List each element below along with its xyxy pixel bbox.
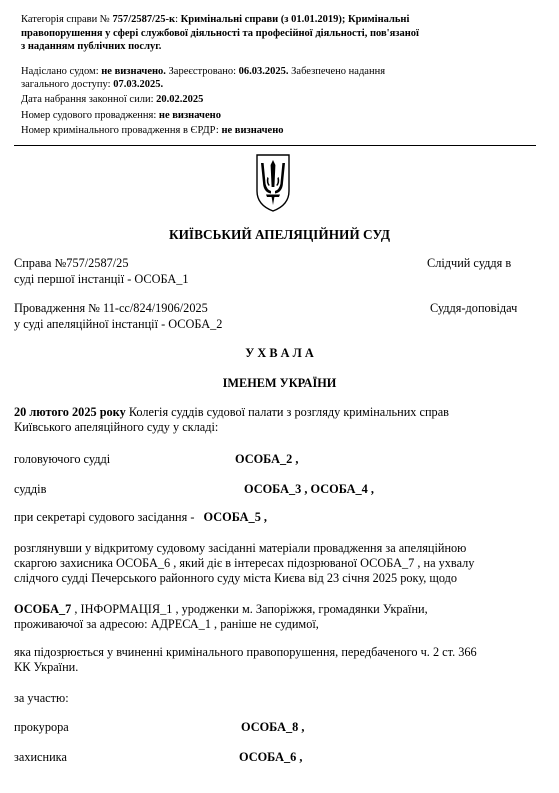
intro-line2: Київського апеляційного суду у складі: [14,420,219,434]
presiding-value: ОСОБА_2 , [235,452,299,466]
participation-label: за участю: [14,691,69,705]
court-proceeding-label: Номер судового провадження: [21,110,159,121]
prosecutor-value: ОСОБА_8 , [241,720,305,734]
secretary-value: ОСОБА_5 , [203,510,267,524]
effective-date-row [21,93,203,106]
suspect-line1: яка підозрюється у вчиненні кримінального правопорушення, передбаченого ч. 2 ст. 366 [14,645,477,659]
person-name: ОСОБА_7 [14,602,72,616]
category-case-number: 757/2587/25-к [112,14,176,25]
category-line2: правопорушення у сфері службової діяльності та професійної діяльності, пов'язаної [21,28,419,39]
registered-label: Зареєстровано: [165,66,239,77]
defender-value: ОСОБА_6 , [239,750,303,764]
category-colon: : [175,14,181,25]
criminal-proceeding-label: Номер кримінального провадження в ЄРДР: [21,125,222,136]
provided-label: Забезпечено надання [288,66,386,77]
general-access-value: 07.03.2025. [113,79,164,90]
ruling-title: У Х В А Л А [245,346,314,360]
consider-line1: розглянувши у відкритому судовому засіданні матеріали провадження за апеляційною [14,541,467,555]
case-number: Справа №757/2587/25 [14,256,129,270]
category-line1: Кримінальні справи (з 01.01.2019); Кримінальні [180,14,410,25]
ruling-date: 20 лютого 2025 року [14,405,126,419]
court-name: КИЇВСЬКИЙ АПЕЛЯЦІЙНИЙ СУД [168,227,391,242]
sent-label: Надіслано судом: [21,66,102,77]
prosecutor-label: прокурора [14,720,69,734]
proceeding-number: Провадження № 11-сс/824/1906/2025 [14,301,208,315]
sent-value: не визначено. [101,66,166,77]
effective-date-value: 20.02.2025 [156,94,204,105]
criminal-proceeding-row [21,124,284,137]
court-proceeding-value: не визначено [158,110,221,121]
category-line3: з наданням публічних послуг. [21,41,162,52]
first-instance-court: суді першої інстанції - ОСОБА_1 [14,272,189,286]
person-line2: проживаючої за адресою: АДРЕСА_1 , раніше не судимої, [14,617,319,631]
suspect-line2: КК України. [14,660,79,674]
intro-line [14,405,449,420]
defender-label: захисника [14,750,67,764]
consider-line2: скаргою захисника ОСОБА_6 , який діє в інтересах підозрюваної ОСОБА_7 , на ухвалу [14,556,475,570]
general-access-row [21,78,163,91]
person-line1 [14,602,428,617]
judges-value: ОСОБА_3 , ОСОБА_4 , [244,482,374,496]
coat-of-arms-icon [255,153,291,213]
criminal-proceeding-value: не визначено [221,125,284,136]
registered-value: 06.03.2025. [238,66,289,77]
case-category [21,13,409,26]
category-label: Категорія справи № [21,14,113,25]
secretary-label: при секретарі судового засідання - [14,510,198,524]
intro-rest: Колегія суддів судової палати з розгляду кримінальних справ [125,405,449,419]
judge-rapporteur-label: Суддя-доповідач [430,301,518,315]
in-the-name-heading: ІМЕНЕМ УКРАЇНИ [222,376,337,390]
consider-line3: слідчого судді Печерського районного суду міста Києва від 23 січня 2025 року, щодо [14,571,458,585]
sent-registered-row [21,65,385,78]
judges-label: суддів [14,482,47,496]
judge-first-instance-label: Слідчий суддя в [427,256,512,270]
header-divider [14,145,536,146]
presiding-label: головуючого судді [14,452,111,466]
appeal-instance-court: у суді апеляційної інстанції - ОСОБА_2 [14,317,223,331]
effective-date-label: Дата набрання законної сили: [21,94,157,105]
person-rest: , ІНФОРМАЦІЯ_1 , уродженки м. Запоріжжя, громадянки України, [71,602,428,616]
court-proceeding-row [21,109,221,122]
general-access-label: загального доступу: [21,79,114,90]
secretary-row [14,510,267,525]
